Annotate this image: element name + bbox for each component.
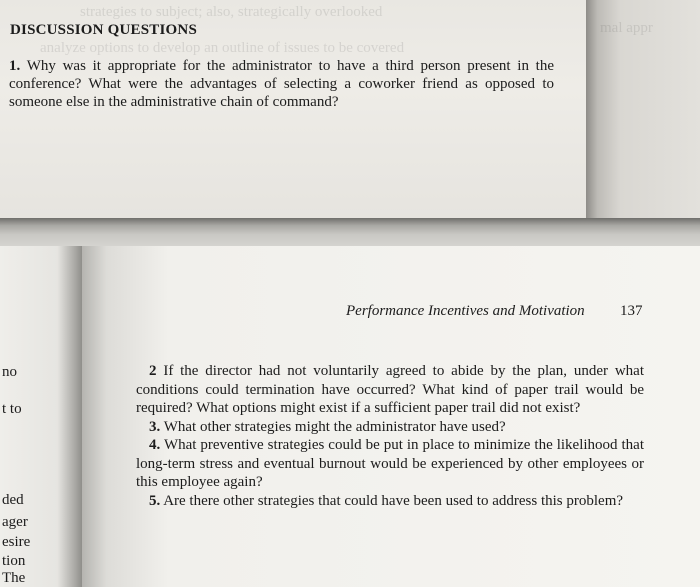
question-text: Why was it appropriate for the administrator to have a third person present in the conference? What were the advantages of selecting a coworker friend as opposed to someone else in the administrative chain of command? (9, 58, 554, 110)
page-divider (0, 218, 700, 248)
bleed-through-text: analyze options to develop an outline of issues to be covered (40, 40, 405, 56)
margin-fragment: t to (2, 401, 22, 417)
question-number: 4. (149, 437, 161, 453)
question-3 (136, 418, 644, 437)
margin-fragment: esire (2, 534, 31, 550)
margin-fragment: The (2, 570, 26, 586)
running-header: Performance Incentives and Motivation (346, 303, 585, 319)
question-number: 3. (149, 418, 161, 435)
question-text: Are there other strategies that could have been used to address this problem? (163, 492, 624, 509)
question-number: 1. (9, 58, 21, 74)
bleed-through-text: mal appr (600, 20, 653, 36)
question-1 (9, 57, 554, 111)
margin-fragment: no (2, 364, 17, 380)
page-number: 137 (620, 303, 643, 319)
bleed-through-text: strategies to subject; also, strategically overlooked (80, 4, 383, 20)
page-heading: DISCUSSION QUESTIONS (10, 22, 197, 38)
question-text: What preventive strategies could be put in place to minimize the likelihood that long-term stress and eventual burnout would be experienced by other employees or this employee again? (136, 437, 644, 490)
question-number: 5. (149, 492, 161, 509)
margin-fragment: ager (2, 514, 28, 530)
question-4 (136, 436, 644, 492)
margin-fragment: tion (2, 553, 26, 569)
question-list (136, 362, 644, 510)
question-5 (136, 492, 644, 511)
margin-fragment: ded (2, 492, 24, 508)
question-2 (136, 362, 644, 418)
question-text: If the director had not voluntarily agreed to abide by the plan, under what conditions could termination have occurred? What kind of paper trail would be required? What options might exist if a sufficient paper trail did not exist? (136, 363, 644, 416)
question-text: What other strategies might the administrator have used? (163, 418, 506, 435)
question-number: 2 (149, 363, 157, 379)
